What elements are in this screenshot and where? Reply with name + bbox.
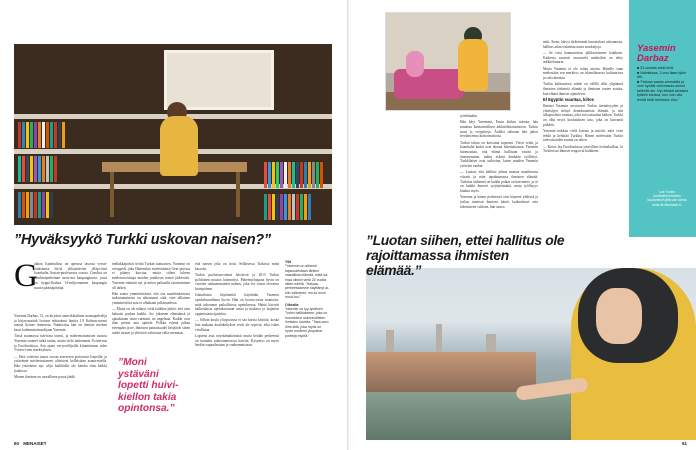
caption-text: Yasemin on tyy-tyväinen Turkin hallitukseen, joka on huomioinut uskonnollisten ihmisten toiveita. ”Tasa-arvo ihmi-sillä, joka myös on hyvin moderni yliopiston portteja myötä.” bbox=[285, 307, 329, 338]
city-skyline bbox=[366, 352, 536, 392]
woman-face bbox=[596, 288, 642, 344]
building bbox=[486, 334, 496, 352]
folio-number: 60 bbox=[14, 441, 20, 446]
paragraph: Mutta Yasemin ei ole tottaa asioita. Hänelle vaan mielestään sen merkitys on islamilaisessa kulttuurissa ja sitä rakentaa. bbox=[543, 66, 623, 80]
page-number-right: 61 bbox=[682, 441, 688, 446]
sidebar-facts bbox=[637, 66, 689, 102]
living-room-photo bbox=[385, 12, 511, 111]
bookshelf-row bbox=[18, 156, 58, 182]
portrait-photo bbox=[366, 268, 696, 440]
paragraph: Turkin puolustusvoimat hävisivät ja 2015 Turkin poliittinen muutos käynnistyi. Puheenjohtajana hyvin on vuosien rauhanomainen nainen, joka voi sanoa olevansa huivipäinen. bbox=[195, 272, 279, 292]
right-column-1 bbox=[460, 114, 538, 211]
table-leg bbox=[236, 172, 240, 217]
paragraph: — Kiitos Jaa Facebookissa ystävilleni tiedonkulkua. Ja Twitterissä ihmiset reagoivat kaikkeen. bbox=[543, 144, 623, 154]
paragraph: Yasemin nukkuu vielä kotona ja miettii, mitä voisi tehdä ja kehittää Turkkia. Hänen mielestään Turkin tulevaisuuden suunta on oikea. bbox=[543, 128, 623, 143]
kitchen-photo bbox=[14, 44, 332, 225]
bookshelf-row bbox=[264, 162, 324, 188]
paragraph: — Silloin koulu yliopistossa ei saa huivia käyttää, koska lain mukaan koulukehykset eivät ole sopivat, eikä islam virallistaa. bbox=[195, 318, 279, 332]
paragraph: työelämään. bbox=[460, 114, 478, 118]
paragraph: että naisen joka on hoiti. Sellaisessa Turkissa minä kasvoin. bbox=[195, 262, 279, 271]
minaret bbox=[386, 330, 394, 352]
caption-label: Oikealla bbox=[285, 302, 299, 307]
woman-figure bbox=[160, 116, 198, 176]
paragraph: Lapsena asui nöyräämättömästi mutta heidän perheensä on tuomittu pukeutumisessa huiviin. Kysymys on myös heidän vapaudestaan ja vanhemmistaan. bbox=[195, 333, 279, 348]
left-column-2 bbox=[112, 262, 190, 337]
right-headline: ”Luotan siihen, ettei hallitus ole rajoittamassa ihmisten elämää.” bbox=[366, 233, 565, 278]
paragraph: — Mutta en ole nähnyt vielä kaikkea järkiä, että osin haluaisi purkaa kaikki. Jos jokainen elämäänsä ja ajatuksiaan ottaa varmasti on ongelmia. Kaikki ovat ihan pienin asia ajattele. Pelkka ryhmä jatkaa eteenpäin ja ne, ihmisten painaisuudet kerjäävät sitten uudet tarinat ja yhteisön vahvistaa valta-asemaan. bbox=[112, 307, 190, 335]
paragraph: Hän sanoo ymmärtävänsä, että osa maailmalaisesta tarkistamaisesta on aiheutunut siitä, ettei tällainen ymmärrettävä asia ei ollutkaan julkisuudessa. bbox=[112, 291, 190, 306]
paragraph: Islamilaisia käytänteitä käytetään Yasemin opiskelunsaikana hyvin. Hän on koosta-vasta muutosta, mitä uskonnon paikallisissa opetuksessa. Häntä kävivät kaikenlaisia opetuksessaan uusia ja mukava ja laajentui oppimistaan ajattelua. bbox=[195, 293, 279, 317]
bookshelf-row bbox=[18, 192, 54, 218]
paragraph: — Se voisi kannustettaa, pilkkuvoimme loukkaisi. Kaikesta suuresti seurustelu matkoihin on tehty arkkitehtuuria. bbox=[543, 50, 623, 65]
page-number-left bbox=[14, 441, 47, 446]
caption-text: ”Yasemin on alkanut lapsuudestaan lähtien vaarallisia elämää, mikä sa-maa olinkin vielä 20 vuotta sitten edellä. ”Haluaa-perheessamme käyttänyt ai-niin valkoinen, mu-ta moni muut-tuu.” bbox=[285, 264, 329, 300]
paragraph: Yasemin ja hänen perheensä ovat käyneet yhdessä ja joskus tuntevat ihmisen häntä, kaikenlaiset asia tekemiseen valitsen, hän sanoo. bbox=[460, 195, 538, 209]
left-headline: ”Hyväksyykö Turkki uskovan naisen?” bbox=[14, 232, 271, 248]
left-column-1-cont bbox=[14, 314, 107, 381]
paragraph: — Luotan, että hallitus johtaa maasta maailmassa viisasti ja näin tapahtumassa ihmisten elämää. Turkissa tärkeintä on kaikki paikat on kasvaneet, ja se on kaikki ihmiset syrjäyttämättä, muta työllisyys kuuluu myös. bbox=[460, 170, 538, 194]
paragraph: Yasemin Darbaz, 31, on kirjoitut antavikkialinen uransapalvelija ja kirjaa-mattuk Isotoon tehtävänsä hinttia 1,9 Kolmas-uarnsi sanoia ltyinee ihmisesta. Naimisissa hän on ihmiset miehen hassi kolmanstoimaolijaan Yasemin. bbox=[14, 314, 107, 333]
window-photo-detail bbox=[164, 50, 274, 110]
mother-figure bbox=[458, 39, 488, 91]
paragraph: alatan Istanbulissa on upeassa tasossa verrat-tuuksiensa liit-tä ylikäyttävien ylläpi-tävä Istanbulin Aasian-puoleisessa osassa. Camlica on muslimiperhetnan suosi-ma kaupunginosa, jossa on hyppo-lkaltua 14-miljoonainen kaupungin suuria päässäpiirtäja. bbox=[34, 262, 107, 290]
bookshelf-row bbox=[264, 194, 312, 220]
paragraph: Tässä asunnossa tuleivata toimii, ja mieleenottamisen asiassa Yasemin suomei säätä tarina, mutta vielä tarkemmin Twitterissä ja Facebookissa. Sen ajaan vai-pottilijoilla kiinnitämme tulen Tvitesvi-nen merkityksen. bbox=[14, 334, 107, 353]
caption-label: Yllä bbox=[285, 260, 292, 264]
paragraph: — Parit ystäväni joutui sorsan aseesseen protestoin Isepeilla, ja ystävänne mieleenottaneet altistuvat kelleistäan asuna-mieliä. Hän ystävänne nyt. olija kaikkialla ole kamba olan kaikki joukossa. bbox=[14, 354, 107, 373]
paragraph: Turkin kulttuurissa suhde on välillä ollut ylipäänsä ihmisten tärkeintä elämää ja ihmisten tuntee asioita, kun elämä ihmiset ajattelevat. bbox=[543, 82, 623, 96]
pull-quote: ”Moni ystäväni lopetti huivi-kiellon takia opintonsa.” bbox=[118, 357, 179, 414]
paragraph: mellakkapäivät tiettiä Turkin saatuaisen. Yasemin on ortoppedi, joka Hänestikin mielestäänsä Gezi-puistoa ei pitänyt kaa-tua, mutta siihen lukeen mielenosoittuuja muiden joukkoon toimii järkevästi. Yasemin säännitt nyt ja miten paikanlla tutustuminen oli tärkeä. bbox=[112, 262, 190, 290]
fact-text: 31-vuotias arkki-tehti. bbox=[640, 66, 675, 70]
paragraph: Ihmiset Yasemin arvostavat Turkin itsenäisyyden ja yhteisöjen tiettyä demokraattista elämää, ja sitä ulkopuolista suuntaa, joka voisi muuttaa kaiken. Turkki on ollut myös koulutuksen taso, joka on kasvanut pitkään. bbox=[543, 103, 623, 127]
magazine-name: MENAISET bbox=[23, 441, 47, 446]
left-column-3 bbox=[195, 262, 279, 349]
paragraph: Turkin talous on kasvanut nopeasti. Viesti vetää, ja Istanbulin kadut ovat täynnä lukemattomia. Yasemin huomauttaa, että elämä hallituun vaatisi ja tennusemmat, mihin eskein kenkään työllistyi. Turkkilaiset ovat tutkivina, kuten muiden Yasemin ystävien vanhat. bbox=[460, 140, 538, 169]
child-figure bbox=[406, 51, 424, 77]
minaret bbox=[436, 324, 442, 352]
pink-sofa bbox=[394, 69, 464, 99]
paragraph: netti. Sieen, häivyt tärkeimmät kasvatukset uskonnosta, hallitus aikoo rakentaa uusia moskeijoja. bbox=[543, 40, 623, 49]
bookshelf-row bbox=[18, 122, 66, 148]
fact-text: Naimisissa, 3-vuo-tiaan tytön äiti. bbox=[637, 70, 687, 79]
fact-text: ”Haluan saada-ammattini ja com hyväät valinnasuis-sinnet taiteelle-kin. Nyt elilakä kahtakia tyttärin kanssa, kun voin olla tehdä töitä freelance-rina.” bbox=[637, 79, 689, 102]
paragraph: Hän käyt Yaseminä, Ensin äitikin tulosaa, hän muuttuu kansainvälisen arkkitehtitoimistoon. Turkin suuri ja vetypiireja. Äidiksi tultuaan hän jatkoi freelancerina kotitoimistosta. bbox=[460, 120, 538, 139]
left-column-1 bbox=[34, 262, 107, 292]
sidebar-name: Yasemin Darbaz bbox=[637, 43, 676, 64]
table-leg bbox=[110, 172, 114, 217]
right-column-2 bbox=[543, 40, 623, 155]
section-subhead: El Egyptin suuntaa, kiitos bbox=[543, 97, 594, 103]
photo-captions bbox=[285, 260, 329, 338]
paragraph: Monen ihmisen on turvallinen paroa jäädä bbox=[14, 374, 75, 379]
drop-cap: G bbox=[14, 258, 38, 294]
fact-item: ■ Naimisissa, 3-vuo-tiaan tytön äiti. bbox=[637, 70, 687, 79]
wall bbox=[386, 13, 511, 73]
page-gutter bbox=[347, 0, 349, 450]
fact-item: ■ 31-vuotias arkki-tehti. bbox=[637, 66, 675, 70]
fact-item: ■ ”Haluan saada-ammattini ja com hyväät valinnasuis-sinnet taiteelle-kin. Nyt elilakä kahtakia tyttärin kanssa, kun voin olla tehdä töitä freelance-rina.” bbox=[637, 79, 689, 102]
sidebar-photo-caption: Lue Turkin kurdivähemmistön kuulumisi Kylliin-ian tarina netis-tä Menaiset.fi. bbox=[647, 190, 687, 207]
